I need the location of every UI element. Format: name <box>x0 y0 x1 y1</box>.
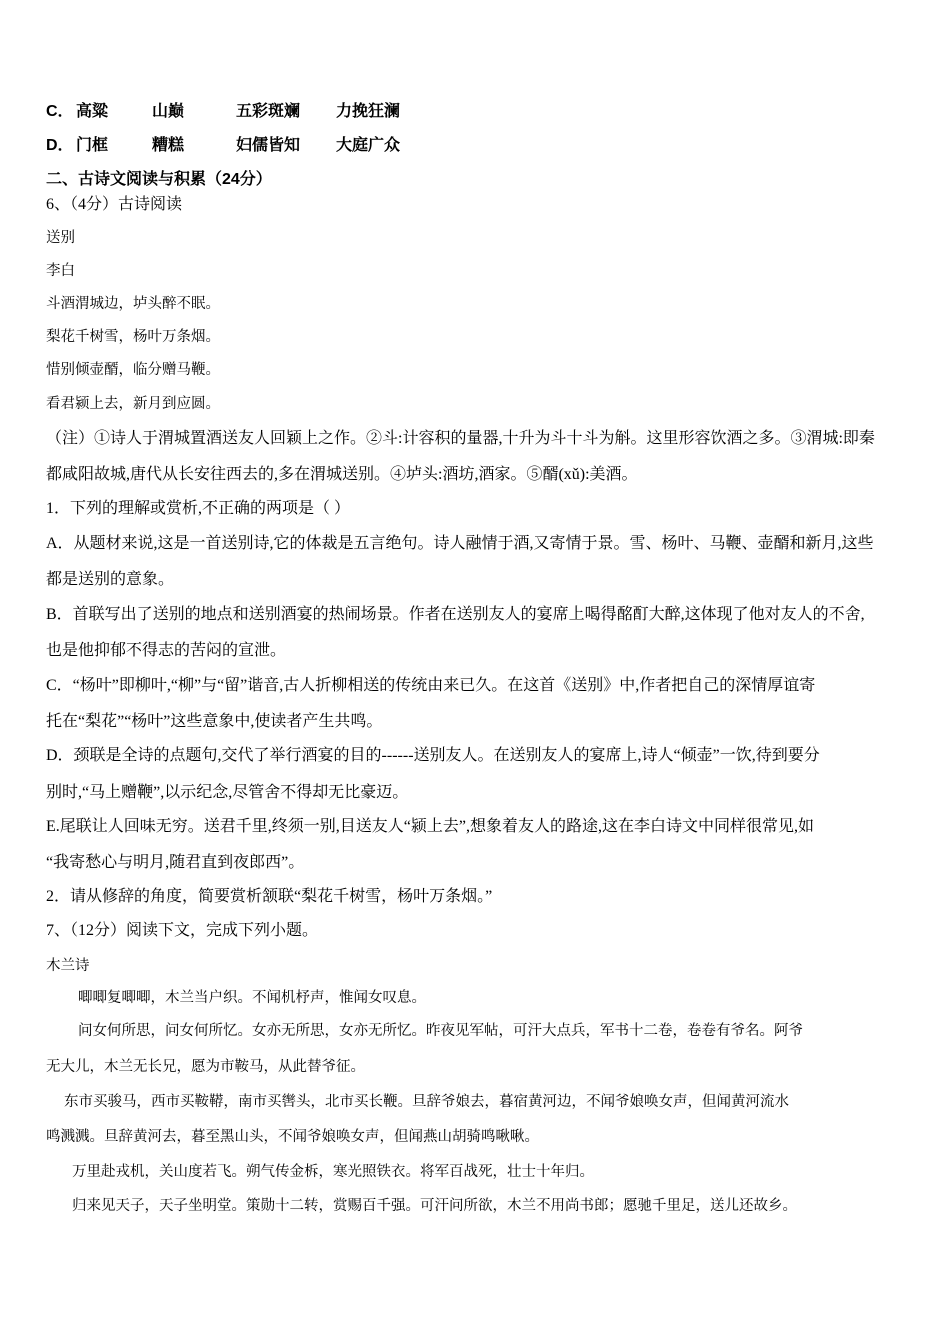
choice-a: A．从题材来说,这是一首送别诗,它的体裁是五言绝句。诗人融情于酒,又寄情于景。雪、杨叶、马鞭、壶醑和新月,这些 <box>46 535 874 552</box>
poem-title: 送别 <box>46 230 75 246</box>
option-word: 高粱 <box>76 103 109 120</box>
poem-paragraph: 问女何所思，问女何所忆。女亦无所思，女亦无所忆。昨夜见军帖，可汗大点兵，军书十二卷，卷卷有爷名。阿爷 <box>78 1023 803 1039</box>
choice-b-cont: 也是他抑郁不得志的苦闷的宣泄。 <box>46 642 287 659</box>
poem-paragraph-cont: 鸣溅溅。旦辞黄河去，暮至黑山头，不闻爷娘唤女声，但闻燕山胡骑鸣啾啾。 <box>46 1129 539 1145</box>
option-word: 门框 <box>76 137 109 154</box>
option-word: 糟糕 <box>152 137 185 154</box>
poem-paragraph: 万里赴戎机，关山度若飞。朔气传金柝，寒光照铁衣。将军百战死，壮士十年归。 <box>72 1164 594 1180</box>
poem-note: 都咸阳故城,唐代从长安往西去的,多在渭城送别。④垆头:酒坊,酒家。⑤醑(xǔ):美酒。 <box>46 466 638 483</box>
poem-line: 看君颍上去，新月到应圆。 <box>46 396 220 412</box>
poem-note: （注）①诗人于渭城置酒送友人回颖上之作。②斗:计容积的量器,十升为斗十斗为斛。这里形容饮酒之多。③渭城:即秦 <box>46 430 875 447</box>
question-7-title: 7、（12分）阅读下文，完成下列小题。 <box>46 922 319 939</box>
option-word: 山巅 <box>152 103 185 120</box>
option-c <box>46 102 400 122</box>
section-heading: 二、古诗文阅读与积累（24分） <box>46 171 272 188</box>
poem-paragraph-cont: 无大儿，木兰无长兄，愿为市鞍马，从此替爷征。 <box>46 1059 365 1075</box>
option-word: 妇儒皆知 <box>236 137 301 154</box>
option-letter: C． <box>46 103 74 120</box>
choice-e-cont: “我寄愁心与明月,随君直到夜郎西”。 <box>46 854 305 871</box>
choice-c-cont: 托在“梨花”“杨叶”这些意象中,使读者产生共鸣。 <box>46 713 383 730</box>
poem-paragraph: 唧唧复唧唧，木兰当户织。不闻机杼声，惟闻女叹息。 <box>78 990 426 1006</box>
option-d <box>46 136 400 156</box>
choice-b: B．首联写出了送别的地点和送别酒宴的热闹场景。作者在送别友人的宴席上喝得酩酊大醉,这体现了他对友人的不舍, <box>46 606 865 623</box>
choice-d-cont: 别时,“马上赠鞭”,以示纪念,尽管舍不得却无比豪迈。 <box>46 784 409 801</box>
option-letter: D． <box>46 137 74 154</box>
poem-paragraph: 归来见天子，天子坐明堂。策勋十二转，赏赐百千强。可汗问所欲，木兰不用尚书郎；愿驰千里足，送儿还故乡。 <box>72 1198 797 1214</box>
choice-d: D．颈联是全诗的点题句,交代了举行酒宴的目的------送别友人。在送别友人的宴席上,诗人“倾壶”一饮,待到要分 <box>46 747 820 764</box>
sub-question-2: 2．请从修辞的角度，简要赏析颔联“梨花千树雪，杨叶万条烟。” <box>46 888 493 905</box>
option-word: 力挽狂澜 <box>336 103 401 120</box>
poem-line: 斗酒渭城边，垆头醉不眠。 <box>46 296 220 312</box>
option-word: 五彩斑斓 <box>236 103 301 120</box>
poem-line: 惜别倾壶醑，临分赠马鞭。 <box>46 362 220 378</box>
sub-question-1: 1．下列的理解或赏析,不正确的两项是（ ） <box>46 500 351 517</box>
poem-title: 木兰诗 <box>46 958 90 974</box>
choice-a-cont: 都是送别的意象。 <box>46 571 175 588</box>
choice-e: E.尾联让人回味无穷。送君千里,终须一别,目送友人“颍上去”,想象着友人的路途,这在李白诗文中同样很常见,如 <box>46 818 814 835</box>
option-word: 大庭广众 <box>336 137 401 154</box>
choice-c: C．“杨叶”即柳叶,“柳”与“留”谐音,古人折柳相送的传统由来已久。在这首《送别》中,作者把自己的深情厚谊寄 <box>46 677 816 694</box>
poem-author: 李白 <box>46 263 75 279</box>
question-6-title: 6、（4分）古诗阅读 <box>46 196 183 213</box>
poem-paragraph: 东市买骏马，西市买鞍鞯，南市买辔头，北市买长鞭。旦辞爷娘去，暮宿黄河边，不闻爷娘唤女声，但闻黄河流水 <box>64 1094 789 1110</box>
poem-line: 梨花千树雪，杨叶万条烟。 <box>46 329 220 345</box>
